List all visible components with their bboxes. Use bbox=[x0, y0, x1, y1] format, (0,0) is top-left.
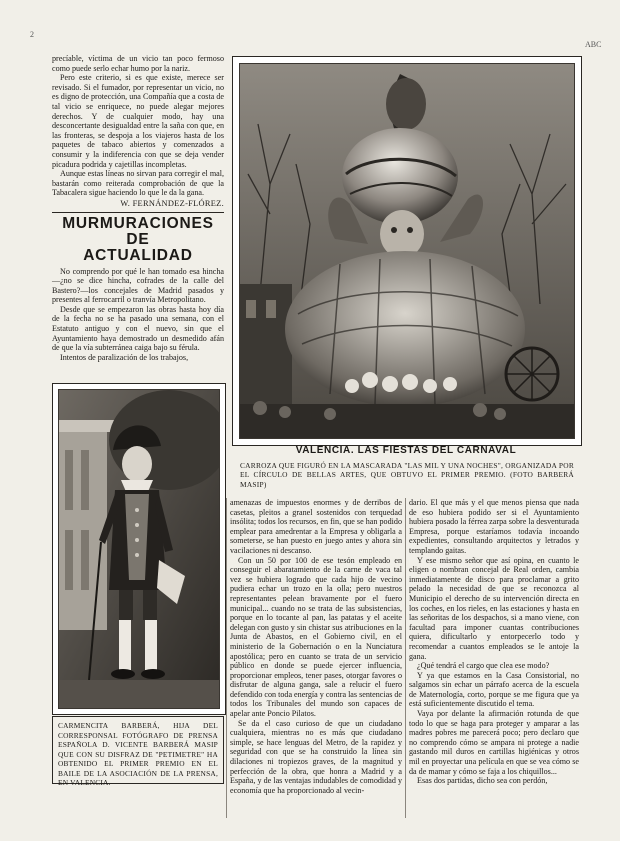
paragraph: precíable, víctima de un vicio tan poco fermoso como puede serlo echar humo por la nariz. bbox=[52, 54, 224, 73]
paragraph: Intentos de paralización de los trabajos, bbox=[60, 352, 189, 362]
photo-caption-box bbox=[52, 716, 224, 787]
paragraph: Vaya por delante la afirmación rotunda de que todo lo que se haga para proteger y amparar a las madres pobres me parecerá poco; pero declaro que no comprendo cómo se ampara ni protege a nadie gastando mil duros en cartillas higiénicas y otros mil en proyectar una película en que se vea cómo se da de mamar y cómo se faja a los chiquillos... bbox=[409, 709, 579, 776]
headline-line: MURMURACIONES DE bbox=[62, 214, 214, 248]
left-column bbox=[52, 54, 224, 362]
photo-caption: CARMENCITA BARBERÁ, HIJA DEL CORRESPONSAL FOTÓGRAFO DE PRENSA ESPAÑOLA D. VICENTE BARBERÁ MASIP QUE CON SU DISFRAZ DE "PETIMETRE" HA OBTENIDO EL PRIMER PREMIO EN EL BAILE DE LA ASOCIACIÓN DE LA PRENSA, EN VALENCIA. bbox=[58, 721, 218, 787]
paragraph: amenazas de impuestos enormes y de derribos de casetas, pleitos a granel sostenidos con terquedad insólita; todos los recursos, en fin, que se han podido emplear para amedrentar a la Empresa y obligarla a someterse, se han puesto en juego antes y ahora sin vacilaciones ni descanso. bbox=[230, 498, 402, 555]
section-rule bbox=[52, 212, 224, 213]
right-column bbox=[409, 498, 579, 786]
headline-line: ACTUALIDAD bbox=[83, 246, 193, 264]
paragraph: dario. El que más y el que menos piensa que nada de eso hubiera podido ser si el Ayuntamiento hubiera posado la férrea zarpa sobre la desventurada Empresa, porque estaríamos todavía incoando expedientes, consultando arquitectos y letrados y templando gaitas. bbox=[409, 498, 579, 555]
section-headline bbox=[52, 216, 224, 264]
paragraph: Se da el caso curioso de que un ciudadano cualquiera, mientras no es más que ciudadano simple, se hace lenguas del Metro, de la rapidez y seguridad con que se ha construido la línea sin dilaciones ni tropiezos graves, de la magnitud y perfección de la obra, que honra a Madrid y a España, y de las ventajas indudables de comodidad y economía que ha proporcionado al vecin- bbox=[230, 718, 402, 795]
paragraph: Pero este criterio, si es que existe, merece ser revisado. Si el fumador, por representar un vicio, no es digno de protección, una Compañía que a costa de tal vicio se enriquece, no puede alegar mejores derechos. Y de cualquier modo, hay una desconcertante desigualdad entre la saña con que, en las fronteras, se despoja a los viajeros hasta de los paquetes de tabaco abiertos y comenzados a consumir y la indiferencia con que se deja vender picadura podrida y cajetillas incompletas. bbox=[52, 73, 224, 169]
paragraph: No comprendo por qué le han tomado esa hincha—¿no se dice hincha, cofrades de la calle del Bastero?—los concejales de Madrid pasados y presentes al ferrocarril o tranvía Metropolitano. bbox=[52, 266, 224, 305]
paragraph: Con un 50 por 100 de ese tesón empleado en conseguir el abaratamiento de la carne de vaca tal vez se hubiera logrado que cada hijo de vecino pudiera echar un trozo en la olla; pero nuestros representantes pelean bravamente por el fuero municipal... cuando no se trata de las subsistencias, porque en lo tocante al pan, las patatas y el aceite delegan con gusto y sin chistar sus atribuciones en la Junta de Abastos, en el Gobierno civil, en el ministerio de la Gobernación o en la Nunciatura apostólica; pero en cuanto se trata de un servicio público en donde se puede ejercer influencia, proporcionar empleos, tener pases, otorgar favores o disfrutar de alguna ganga, sale a relucir el fuero defendido con toda energía y contra las sentencias de todos los Tribunales del mundo son capaces de apelar ante Poncio Pilatos. bbox=[230, 555, 402, 719]
carnival-float-illustration bbox=[240, 64, 574, 438]
girl-in-costume-illustration bbox=[59, 390, 219, 708]
column-divider bbox=[405, 498, 406, 818]
paragraph: ¿Qué tendrá el cargo que clea ese modo? bbox=[417, 661, 550, 671]
paragraph: Y ya que estamos en la Casa Consistorial, no salgamos sin echar un párrafo acerca de la escuela de Maternología, corto, porque se me figura que ya está suficientemente discutido el tema. bbox=[409, 670, 579, 709]
author-signature: W. FERNÁNDEZ-FLÓREZ. bbox=[120, 198, 224, 208]
photo-image bbox=[58, 389, 220, 709]
photo-title: VALENCIA. LAS FIESTAS DEL CARNAVAL bbox=[295, 445, 517, 456]
column-divider bbox=[226, 498, 227, 818]
paragraph: Desde que se empezaron las obras hasta hoy día de la fecha no se ha pasado una semana, con el Estatuto antiguo y con el nuevo, sin que el Ayuntamiento haya demostrado un desmedido afán de que la vía subterránea caiga bajo su férula. bbox=[52, 304, 224, 353]
paragraph: Y ese mismo señor que así opina, en cuanto le eligen o nombran concejal de Real orden, cambia inmediatamente de disco para proclamar a grito pelado la necesidad de que se reconozca al Municipio el derecho de su intervención directa en los coches, en los rieles, en las estaciones y hasta en las señoritas de los despachos, si a mano viene, con facultad para imponer cuantas contribuciones quiera, dificultarlo y entorpecerlo todo y recomendar a cuantos empleados se le antoje la gana. bbox=[409, 555, 579, 661]
page-folio-left: 2 bbox=[30, 30, 34, 39]
page-folio-right: ABC bbox=[585, 40, 602, 49]
carnival-float-photo bbox=[232, 56, 582, 446]
middle-column bbox=[230, 498, 402, 795]
photo-caption: CARROZA QUE FIGURÓ EN LA MASCARADA "LAS MIL Y UNA NOCHES", ORGANIZADA POR EL CÍRCULO DE BELLAS ARTES, QUE OBTUVO EL PRIMER PREMIO. (FOTO BARBERÁ MASIP) bbox=[240, 461, 574, 489]
photo-image bbox=[239, 63, 575, 439]
paragraph: Aunque estas líneas no sirvan para corregir el mal, bastarán como reiterada comprobación de que la Tabacalera sigue haciendo lo que le da la gana. bbox=[52, 169, 224, 198]
paragraph: Esas dos partidas, dicho sea con perdón, bbox=[417, 776, 548, 786]
costume-girl-photo bbox=[52, 383, 226, 715]
